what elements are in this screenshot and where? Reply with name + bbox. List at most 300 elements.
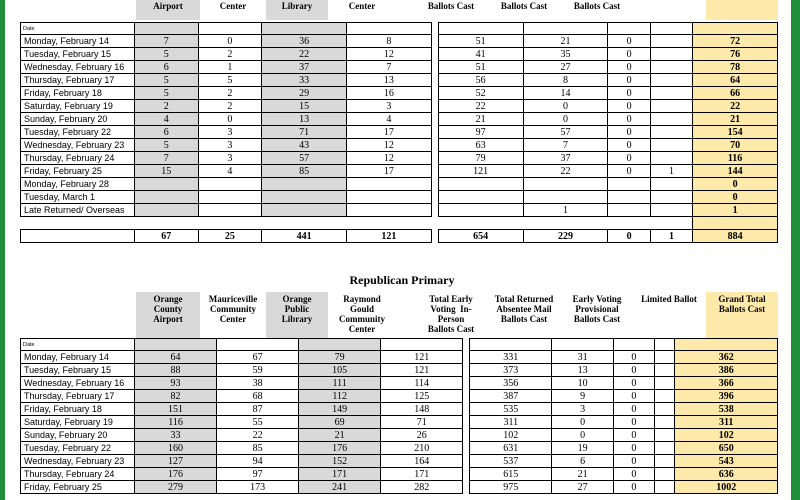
table-cell: 14	[523, 87, 608, 100]
totals-row	[21, 230, 778, 243]
table-cell: 79	[299, 351, 381, 364]
table-cell: 0	[613, 481, 654, 494]
table-cell	[654, 351, 675, 364]
row-date-label: Wednesday, February 16	[21, 377, 135, 390]
row-date-label: Tuesday, March 1	[21, 191, 135, 204]
table-cell: 311	[675, 416, 778, 429]
table-cell: 4	[135, 113, 199, 126]
table-cell: 70	[693, 139, 778, 152]
table-cell: 13	[262, 113, 347, 126]
table-row	[21, 204, 778, 217]
table-cell: 386	[675, 364, 778, 377]
table-row	[21, 165, 778, 178]
table-cell: 56	[438, 74, 523, 87]
table-cell	[346, 178, 431, 191]
table-cell: 13	[552, 364, 614, 377]
table-cell: 279	[135, 481, 217, 494]
table-cell: 85	[217, 442, 299, 455]
table-cell	[135, 178, 199, 191]
table-cell: 0	[613, 468, 654, 481]
table-cell	[654, 390, 675, 403]
table-cell: 3	[198, 139, 262, 152]
table-cell: 160	[135, 442, 217, 455]
table-cell: 22	[523, 165, 608, 178]
table-cell	[262, 178, 347, 191]
table-cell	[346, 204, 431, 217]
table-cell: 3	[346, 100, 431, 113]
table-cell: 105	[299, 364, 381, 377]
table-row	[21, 455, 778, 468]
table-cell	[650, 74, 692, 87]
table-row	[21, 126, 778, 139]
date-header-row	[21, 339, 778, 351]
rep-header-early-voting-provisional: Early Voting Provisional Ballots Cast	[572, 294, 622, 324]
table-cell: 2	[198, 87, 262, 100]
table-cell: 615	[470, 468, 552, 481]
table-cell	[654, 429, 675, 442]
row-date-label: Friday, February 18	[21, 87, 135, 100]
rep-header-total-early-voting: Total Early Voting In- Person Ballots Cast	[427, 294, 475, 334]
republican-primary-title: Republican Primary	[349, 273, 455, 287]
table-cell: 3	[552, 403, 614, 416]
row-date-label: Wednesday, February 23	[21, 455, 135, 468]
table-cell	[654, 455, 675, 468]
table-cell: 94	[217, 455, 299, 468]
table-cell: 9	[552, 390, 614, 403]
table-cell: 15	[135, 165, 199, 178]
table-cell: 71	[262, 126, 347, 139]
table-cell: 12	[346, 152, 431, 165]
table-cell: 164	[381, 455, 463, 468]
rep-header-orange-county-airport: Orange County Airport	[153, 294, 183, 324]
table-cell: 85	[262, 165, 347, 178]
table-cell: 650	[675, 442, 778, 455]
table-row	[21, 35, 778, 48]
table-cell: 0	[613, 351, 654, 364]
table-cell	[650, 61, 692, 74]
table-cell: 148	[381, 403, 463, 416]
total-cell: 0	[608, 230, 650, 243]
table-cell: 66	[693, 87, 778, 100]
table-cell: 631	[470, 442, 552, 455]
table-cell: 3	[198, 126, 262, 139]
table-cell: 1	[523, 204, 608, 217]
table-cell	[438, 191, 523, 204]
table-cell: 17	[346, 165, 431, 178]
table-cell: 171	[299, 468, 381, 481]
table-cell: 2	[135, 100, 199, 113]
table-cell: 68	[217, 390, 299, 403]
table-cell: 87	[217, 403, 299, 416]
row-date-label: Monday, February 28	[21, 178, 135, 191]
table-cell: 373	[470, 364, 552, 377]
table-cell: 15	[262, 100, 347, 113]
table-cell: 0	[613, 403, 654, 416]
table-cell	[650, 48, 692, 61]
row-date-label: Friday, February 25	[21, 481, 135, 494]
row-date-label: Saturday, February 19	[21, 100, 135, 113]
table-cell: 116	[693, 152, 778, 165]
table-cell: 0	[552, 416, 614, 429]
table-cell: 17	[346, 126, 431, 139]
table-cell: 0	[608, 100, 650, 113]
table-cell	[198, 178, 262, 191]
table-cell: 121	[438, 165, 523, 178]
democratic-primary-table	[20, 22, 778, 243]
table-cell: 51	[438, 61, 523, 74]
rep-header-orange-public-library: Orange Public Library	[281, 294, 313, 324]
table-cell: 0	[613, 416, 654, 429]
table-row	[21, 113, 778, 126]
row-date-label: Tuesday, February 22	[21, 442, 135, 455]
table-row	[21, 429, 778, 442]
table-cell: 0	[608, 126, 650, 139]
table-row	[21, 139, 778, 152]
table-cell: 67	[217, 351, 299, 364]
table-cell: 538	[675, 403, 778, 416]
table-cell: 59	[217, 364, 299, 377]
table-cell: 43	[262, 139, 347, 152]
table-cell: 176	[299, 442, 381, 455]
report-page	[14, 0, 790, 500]
table-cell: 6	[552, 455, 614, 468]
table-cell: 0	[552, 429, 614, 442]
rep-header-raymond-gould-community-center: Raymond Gould Community Center	[338, 294, 385, 334]
table-cell: 636	[675, 468, 778, 481]
table-cell: 27	[523, 61, 608, 74]
table-cell	[135, 204, 199, 217]
table-cell: 0	[613, 442, 654, 455]
table-cell	[650, 100, 692, 113]
table-cell: 0	[613, 429, 654, 442]
table-cell: 41	[438, 48, 523, 61]
table-cell: 173	[217, 481, 299, 494]
table-cell	[650, 139, 692, 152]
table-cell	[654, 416, 675, 429]
table-cell	[523, 191, 608, 204]
row-date-label: Friday, February 25	[21, 165, 135, 178]
table-cell: 396	[675, 390, 778, 403]
table-cell: 37	[262, 61, 347, 74]
table-cell: 0	[608, 152, 650, 165]
table-cell: 10	[552, 377, 614, 390]
table-row	[21, 152, 778, 165]
table-cell: 78	[693, 61, 778, 74]
row-date-label: Wednesday, February 16	[21, 61, 135, 74]
table-row	[21, 191, 778, 204]
table-cell: 152	[299, 455, 381, 468]
table-cell: 8	[346, 35, 431, 48]
table-cell: 27	[552, 481, 614, 494]
row-date-label: Tuesday, February 15	[21, 364, 135, 377]
row-date-label: Wednesday, February 23	[21, 139, 135, 152]
table-row	[21, 74, 778, 87]
table-cell: 63	[438, 139, 523, 152]
table-cell	[654, 481, 675, 494]
table-cell: 21	[299, 429, 381, 442]
table-cell: 5	[135, 74, 199, 87]
table-cell: 5	[135, 87, 199, 100]
left-border	[0, 0, 5, 500]
table-cell: 55	[217, 416, 299, 429]
table-cell: 975	[470, 481, 552, 494]
table-cell: 97	[438, 126, 523, 139]
table-cell: 331	[470, 351, 552, 364]
table-cell: 171	[381, 468, 463, 481]
row-date-label: Late Returned/ Overseas	[21, 204, 135, 217]
table-cell: 0	[693, 178, 778, 191]
table-cell	[262, 191, 347, 204]
table-cell: 366	[675, 377, 778, 390]
table-cell: 1	[693, 204, 778, 217]
row-date-label: Tuesday, February 15	[21, 48, 135, 61]
table-cell: 125	[381, 390, 463, 403]
table-cell: 93	[135, 377, 217, 390]
table-cell	[654, 364, 675, 377]
dem-header-community-center: Center	[348, 1, 376, 11]
table-cell	[654, 442, 675, 455]
table-cell: 57	[262, 152, 347, 165]
table-cell: 0	[608, 87, 650, 100]
table-cell: 102	[470, 429, 552, 442]
row-date-label: Saturday, February 19	[21, 416, 135, 429]
table-cell: 21	[523, 35, 608, 48]
table-cell: 64	[135, 351, 217, 364]
table-cell: 1	[198, 61, 262, 74]
table-cell: 12	[346, 48, 431, 61]
dem-header-person-ballots: Ballots Cast	[427, 1, 475, 11]
table-cell: 543	[675, 455, 778, 468]
table-cell	[654, 468, 675, 481]
table-cell: 51	[438, 35, 523, 48]
table-cell: 121	[381, 364, 463, 377]
table-cell	[650, 204, 692, 217]
table-cell: 13	[346, 74, 431, 87]
table-cell: 121	[381, 351, 463, 364]
table-cell	[608, 191, 650, 204]
table-cell	[438, 178, 523, 191]
table-cell: 4	[198, 165, 262, 178]
table-cell: 210	[381, 442, 463, 455]
table-cell: 114	[381, 377, 463, 390]
table-cell: 37	[523, 152, 608, 165]
row-date-label: Friday, February 18	[21, 403, 135, 416]
table-cell	[198, 191, 262, 204]
table-cell: 76	[693, 48, 778, 61]
row-date-label: Thursday, February 17	[21, 390, 135, 403]
table-row	[21, 87, 778, 100]
dem-header-airport: Airport	[153, 1, 183, 11]
table-cell: 0	[608, 61, 650, 74]
table-cell: 387	[470, 390, 552, 403]
table-cell: 0	[608, 74, 650, 87]
table-cell: 69	[299, 416, 381, 429]
table-cell	[650, 113, 692, 126]
table-cell: 36	[262, 35, 347, 48]
total-cell: 67	[135, 230, 199, 243]
table-cell	[650, 87, 692, 100]
table-cell: 7	[523, 139, 608, 152]
republican-primary-table	[20, 338, 778, 494]
table-cell: 2	[198, 100, 262, 113]
table-cell: 79	[438, 152, 523, 165]
table-cell: 127	[135, 455, 217, 468]
table-row	[21, 48, 778, 61]
table-cell	[135, 191, 199, 204]
table-cell: 52	[438, 87, 523, 100]
table-cell: 33	[262, 74, 347, 87]
table-row	[21, 61, 778, 74]
table-cell: 31	[552, 351, 614, 364]
table-cell: 111	[299, 377, 381, 390]
row-date-label: Thursday, February 24	[21, 152, 135, 165]
table-cell: 0	[613, 455, 654, 468]
table-cell	[650, 126, 692, 139]
table-cell: 0	[523, 113, 608, 126]
table-row	[21, 351, 778, 364]
rep-header-grand-total: Grand Total Ballots Cast	[718, 294, 766, 314]
table-row	[21, 468, 778, 481]
rep-header-limited-ballot: Limited Ballot	[641, 294, 697, 304]
table-cell: 0	[613, 364, 654, 377]
spacer-row	[21, 217, 778, 230]
table-cell	[650, 178, 692, 191]
dem-header-center: Center	[219, 1, 247, 11]
rep-header-total-returned-absentee: Total Returned Absentee Mail Ballots Cast	[494, 294, 554, 324]
table-cell: 21	[438, 113, 523, 126]
table-cell	[650, 191, 692, 204]
table-row	[21, 377, 778, 390]
table-cell: 16	[346, 87, 431, 100]
total-cell: 121	[346, 230, 431, 243]
table-cell: 88	[135, 364, 217, 377]
table-row	[21, 481, 778, 494]
table-cell: 72	[693, 35, 778, 48]
table-cell: 26	[381, 429, 463, 442]
table-cell: 112	[299, 390, 381, 403]
table-cell	[654, 403, 675, 416]
table-cell: 33	[135, 429, 217, 442]
table-cell: 22	[693, 100, 778, 113]
table-cell: 311	[470, 416, 552, 429]
table-cell: 241	[299, 481, 381, 494]
table-cell: 362	[675, 351, 778, 364]
table-cell: 71	[381, 416, 463, 429]
total-cell: 654	[438, 230, 523, 243]
total-cell: 25	[198, 230, 262, 243]
table-cell: 0	[608, 48, 650, 61]
total-cell: 884	[693, 230, 778, 243]
table-cell: 356	[470, 377, 552, 390]
table-cell: 64	[693, 74, 778, 87]
table-cell	[438, 204, 523, 217]
table-cell: 535	[470, 403, 552, 416]
right-border	[791, 0, 800, 500]
table-cell: 149	[299, 403, 381, 416]
table-cell: 144	[693, 165, 778, 178]
table-cell: 7	[135, 35, 199, 48]
table-cell: 29	[262, 87, 347, 100]
table-cell: 38	[217, 377, 299, 390]
table-cell: 151	[135, 403, 217, 416]
table-cell: 0	[198, 113, 262, 126]
table-cell: 0	[613, 377, 654, 390]
table-cell: 22	[438, 100, 523, 113]
table-cell: 21	[552, 468, 614, 481]
date-label: Date	[21, 23, 135, 35]
date-header-row	[21, 23, 778, 35]
table-cell	[608, 204, 650, 217]
total-cell: 441	[262, 230, 347, 243]
table-cell	[650, 35, 692, 48]
table-cell: 22	[262, 48, 347, 61]
table-cell: 12	[346, 139, 431, 152]
table-cell: 537	[470, 455, 552, 468]
table-cell	[654, 377, 675, 390]
table-cell: 21	[693, 113, 778, 126]
table-cell: 154	[693, 126, 778, 139]
table-cell: 3	[198, 152, 262, 165]
date-label: Date	[21, 339, 135, 351]
table-cell: 6	[135, 61, 199, 74]
table-cell: 22	[217, 429, 299, 442]
table-cell: 0	[613, 390, 654, 403]
table-row	[21, 416, 778, 429]
table-cell: 2	[198, 48, 262, 61]
table-cell: 0	[608, 35, 650, 48]
table-row	[21, 178, 778, 191]
table-cell	[523, 178, 608, 191]
table-cell: 1002	[675, 481, 778, 494]
dem-header-library: Library	[281, 1, 313, 11]
dem-header-provisional-ballots: Ballots Cast	[573, 1, 621, 11]
table-cell: 116	[135, 416, 217, 429]
table-cell: 5	[198, 74, 262, 87]
table-cell	[262, 204, 347, 217]
table-row	[21, 403, 778, 416]
table-cell: 0	[693, 191, 778, 204]
table-cell: 4	[346, 113, 431, 126]
table-cell: 35	[523, 48, 608, 61]
total-cell: 229	[523, 230, 608, 243]
table-cell: 5	[135, 139, 199, 152]
table-cell: 7	[346, 61, 431, 74]
table-cell: 97	[217, 468, 299, 481]
table-cell: 0	[198, 35, 262, 48]
table-row	[21, 100, 778, 113]
table-cell	[650, 152, 692, 165]
table-cell: 1	[650, 165, 692, 178]
table-cell: 82	[135, 390, 217, 403]
dem-header-mail-ballots: Ballots Cast	[500, 1, 548, 11]
table-cell	[608, 178, 650, 191]
row-date-label: Monday, February 14	[21, 35, 135, 48]
table-cell: 7	[135, 152, 199, 165]
table-cell: 282	[381, 481, 463, 494]
table-row	[21, 442, 778, 455]
table-cell: 5	[135, 48, 199, 61]
table-cell: 0	[523, 100, 608, 113]
row-date-label: Sunday, February 20	[21, 429, 135, 442]
table-cell: 102	[675, 429, 778, 442]
table-row	[21, 364, 778, 377]
table-cell: 6	[135, 126, 199, 139]
table-row	[21, 390, 778, 403]
rep-header-mauriceville-community-center: Mauriceville Community Center	[208, 294, 258, 324]
table-cell	[198, 204, 262, 217]
table-cell: 57	[523, 126, 608, 139]
total-cell: 1	[650, 230, 692, 243]
